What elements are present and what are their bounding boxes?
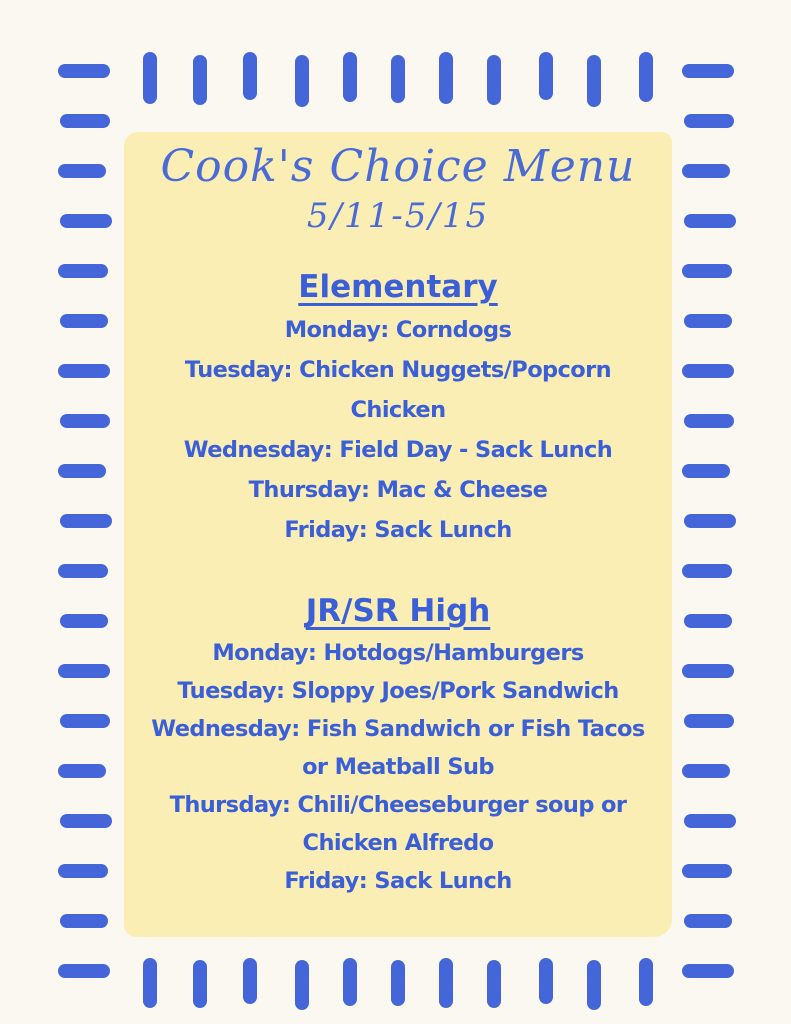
menu-line: Chicken Alfredo bbox=[302, 830, 494, 856]
border-dash bbox=[60, 414, 110, 428]
border-dash bbox=[243, 52, 257, 100]
border-dash bbox=[60, 214, 112, 228]
border-dash bbox=[58, 264, 108, 278]
border-dash bbox=[682, 564, 732, 578]
high-section bbox=[124, 588, 672, 900]
border-dash bbox=[682, 464, 730, 478]
elementary-heading: Elementary bbox=[298, 269, 498, 305]
menu-line: Tuesday: Chicken Nuggets/Popcorn bbox=[184, 357, 612, 383]
border-dash bbox=[682, 764, 730, 778]
border-dash bbox=[391, 960, 405, 1006]
border-dash bbox=[193, 960, 207, 1008]
menu-line: Wednesday: Fish Sandwich or Fish Tacos bbox=[151, 716, 645, 742]
border-dash bbox=[682, 264, 732, 278]
border-dash bbox=[487, 55, 501, 105]
border-dash bbox=[58, 164, 106, 178]
menu-line: Chicken bbox=[350, 397, 446, 423]
border-dash bbox=[684, 814, 736, 828]
border-dash bbox=[58, 364, 110, 378]
menu-line: Thursday: Chili/Cheeseburger soup or bbox=[169, 792, 627, 818]
border-dash bbox=[60, 314, 108, 328]
border-dash bbox=[682, 64, 734, 78]
border-dash bbox=[143, 52, 157, 104]
border-dash bbox=[60, 614, 108, 628]
menu-title: Cook's Choice Menu bbox=[160, 141, 636, 192]
border-dash bbox=[539, 958, 553, 1004]
menu-line: Tuesday: Sloppy Joes/Pork Sandwich bbox=[177, 678, 619, 704]
border-dash bbox=[684, 214, 736, 228]
border-dash bbox=[439, 958, 453, 1008]
border-dash bbox=[60, 114, 110, 128]
border-dash bbox=[58, 964, 110, 978]
border-dash bbox=[639, 52, 653, 102]
border-dash bbox=[243, 958, 257, 1004]
border-dash bbox=[539, 52, 553, 100]
border-dash bbox=[58, 764, 106, 778]
border-dash bbox=[60, 814, 112, 828]
menu-line: Friday: Sack Lunch bbox=[284, 868, 512, 894]
border-dash bbox=[684, 914, 732, 928]
border-dash bbox=[684, 514, 736, 528]
menu-line: Friday: Sack Lunch bbox=[284, 517, 512, 543]
border-dash bbox=[587, 55, 601, 107]
border-dash bbox=[684, 114, 734, 128]
border-dash bbox=[587, 960, 601, 1010]
menu-line: Monday: Hotdogs/Hamburgers bbox=[212, 640, 584, 666]
border-dash bbox=[639, 958, 653, 1006]
menu-line: or Meatball Sub bbox=[302, 754, 494, 780]
border-dash bbox=[193, 55, 207, 105]
menu-dates: 5/11-5/15 bbox=[306, 196, 490, 236]
border-dash bbox=[391, 55, 405, 103]
border-dash bbox=[60, 714, 110, 728]
border-dash bbox=[682, 364, 734, 378]
border-dash bbox=[143, 958, 157, 1008]
menu-line: Thursday: Mac & Cheese bbox=[248, 477, 548, 503]
menu-line: Monday: Corndogs bbox=[284, 317, 512, 343]
border-dash bbox=[684, 614, 732, 628]
border-dash bbox=[684, 714, 734, 728]
border-dash bbox=[58, 64, 110, 78]
border-dash bbox=[60, 914, 108, 928]
border-dash bbox=[684, 414, 734, 428]
border-dash bbox=[60, 514, 112, 528]
border-dash bbox=[343, 958, 357, 1006]
border-dash bbox=[682, 864, 732, 878]
elementary-section bbox=[124, 264, 672, 550]
border-dash bbox=[682, 164, 730, 178]
border-dash bbox=[58, 464, 106, 478]
border-dash bbox=[295, 55, 309, 107]
border-dash bbox=[682, 664, 734, 678]
border-dash bbox=[58, 664, 110, 678]
border-dash bbox=[343, 52, 357, 102]
border-dash bbox=[439, 52, 453, 104]
border-dash bbox=[295, 960, 309, 1010]
high-heading: JR/SR High bbox=[305, 593, 491, 629]
border-dash bbox=[684, 314, 732, 328]
border-dash bbox=[682, 964, 734, 978]
border-dash bbox=[58, 864, 108, 878]
border-dash bbox=[487, 960, 501, 1008]
menu-line: Wednesday: Field Day - Sack Lunch bbox=[183, 437, 613, 463]
border-dash bbox=[58, 564, 108, 578]
